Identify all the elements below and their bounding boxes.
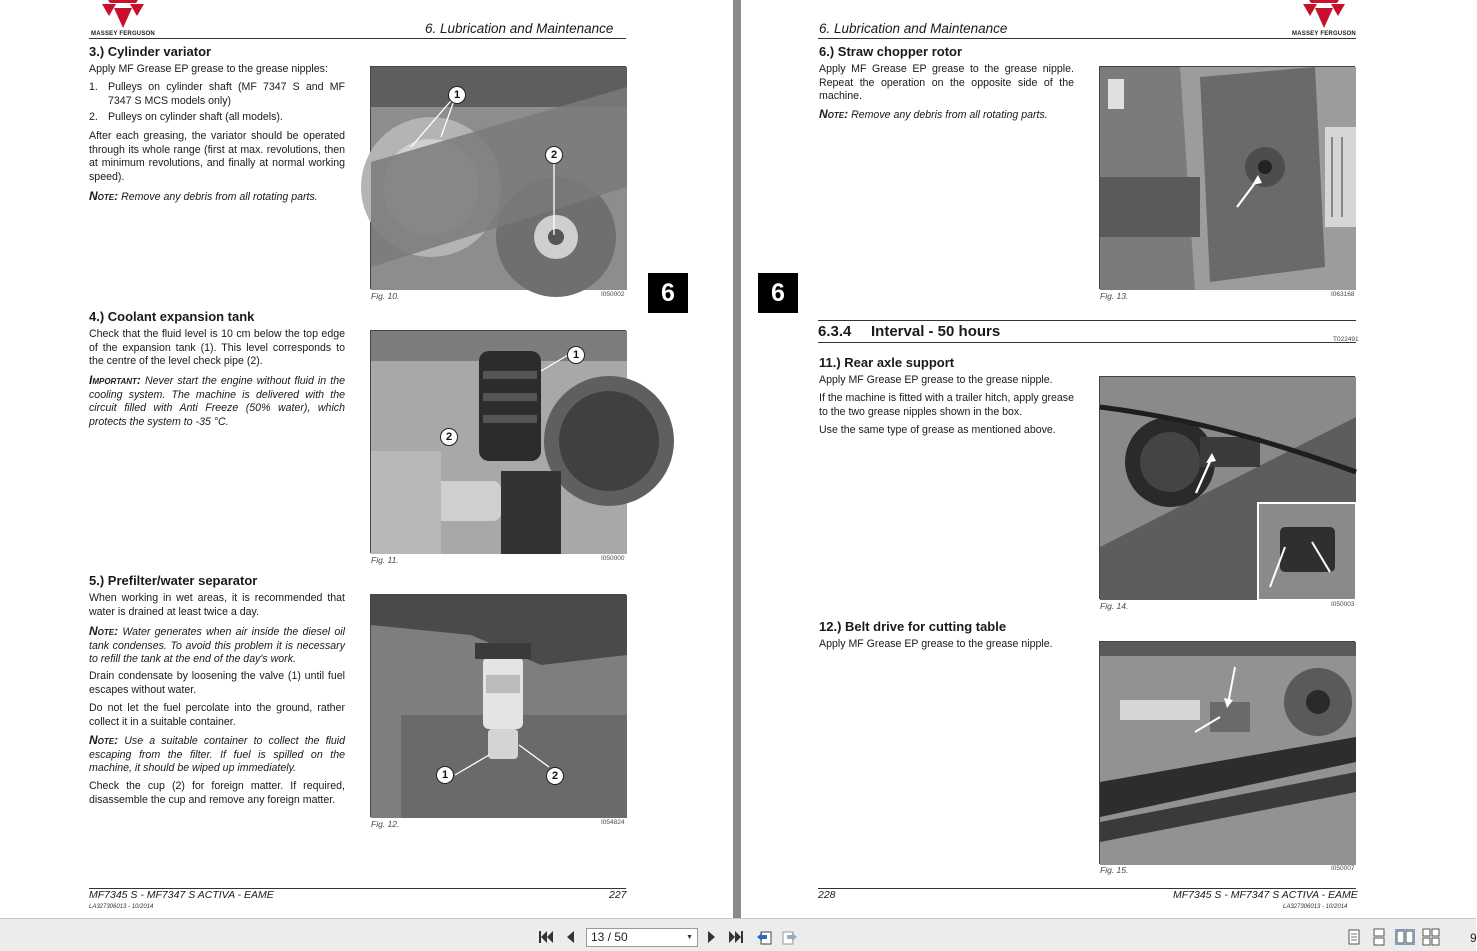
section-heading-belt-drive-cutting-table: 12.) Belt drive for cutting table <box>819 619 1007 634</box>
logo-text: MASSEY FERGUSON <box>91 31 155 37</box>
go-forward-button[interactable] <box>780 929 800 945</box>
paragraph: Drain condensate by loosening the valve (1) until fuel escapes without water. <box>89 670 345 696</box>
numbered-list <box>89 81 345 125</box>
two-page-continuous-button[interactable] <box>1421 929 1441 945</box>
section-heading-rear-axle-support: 11.) Rear axle support <box>819 355 955 370</box>
next-page-icon <box>706 930 718 944</box>
section-heading-prefilter-water-separator: 5.) Prefilter/water separator <box>89 573 258 588</box>
go-back-icon <box>755 929 773 945</box>
next-page-button[interactable] <box>702 929 722 945</box>
single-page-view-button[interactable] <box>1344 929 1364 945</box>
figure-12-photo <box>370 594 626 817</box>
go-forward-icon <box>781 929 799 945</box>
massey-ferguson-logo <box>90 0 156 37</box>
header-rule <box>818 38 1356 39</box>
figure-10-photo <box>370 66 626 289</box>
figure-caption: Fig. 10. <box>371 291 400 301</box>
paragraph: After each greasing, the variator should be operated through its whole range (first at max. revolutions, then at minimum revolutions, and finally at normal working speed). <box>89 130 345 183</box>
zoom-level-partial[interactable]: 9 <box>1470 931 1477 945</box>
triple-triangle-logo-icon <box>1301 0 1347 30</box>
section-heading-straw-chopper-rotor: 6.) Straw chopper rotor <box>819 44 963 59</box>
subsection-title: Interval - 50 hours <box>871 323 1001 340</box>
first-page-icon <box>538 930 554 944</box>
page-header-title: 6. Lubrication and Maintenance <box>819 21 1008 36</box>
right-page <box>741 0 1476 918</box>
massey-ferguson-logo <box>1291 0 1357 37</box>
figure-id: I050000 <box>601 555 625 562</box>
triple-triangle-logo-icon <box>100 0 146 30</box>
note: Note: Remove any debris from all rotating parts. <box>819 107 1048 121</box>
footer-page-number: 228 <box>818 889 836 901</box>
page-gutter <box>733 0 741 918</box>
paragraph: Apply MF Grease EP grease to the grease nipple. <box>819 638 1053 650</box>
note: Note: Remove any debris from all rotating parts. <box>89 189 318 203</box>
footer-model-title: MF7345 S - MF7347 S ACTIVA - EAME <box>89 889 274 901</box>
footer-doc-code: LA327306013 - 10/2014 <box>89 904 154 910</box>
callout-2: 2 <box>546 767 564 785</box>
list-item: 2. Pulleys on cylinder shaft (all models). <box>89 111 283 123</box>
two-page-icon <box>1396 930 1414 944</box>
callout-1: 1 <box>436 766 454 784</box>
single-page-icon <box>1348 929 1360 945</box>
header-rule <box>89 38 626 39</box>
paragraph: Do not let the fuel percolate into the ground, rather collect it in a suitable container. <box>89 702 345 728</box>
figure-caption: Fig. 15. <box>1100 865 1129 875</box>
figure-caption: Fig. 12. <box>371 819 400 829</box>
figure-id: I063168 <box>1331 291 1355 298</box>
figure-13-photo <box>1099 66 1355 289</box>
two-page-view-button[interactable] <box>1395 929 1415 945</box>
important-note: Important: Never start the engine without fluid in the cooling system. The machine is delivered with the circuit filled with Anti Freeze (50% water), which protects the system to -35 °C. <box>89 373 345 428</box>
figure-15-photo <box>1099 641 1355 864</box>
dropdown-arrow-icon[interactable]: ▼ <box>686 934 693 941</box>
viewer-toolbar <box>0 918 1476 951</box>
footer-model-title: MF7345 S - MF7347 S ACTIVA - EAME <box>1173 889 1358 901</box>
footer-doc-code: LA327306013 - 10/2014 <box>1283 904 1348 910</box>
paragraph: Apply MF Grease EP grease to the grease nipple. <box>819 374 1053 386</box>
paragraph: Apply MF Grease EP grease to the grease nipples: <box>89 63 328 75</box>
note: Note: Water generates when air inside the diesel oil tank condenses. To avoid this problem it is necessary to refill the tank at the end of the day's work. <box>89 624 345 665</box>
figure-14-photo <box>1099 376 1355 599</box>
figure-id: I054824 <box>601 819 625 826</box>
logo-text: MASSEY FERGUSON <box>1292 31 1356 37</box>
list-item: 1. Pulleys on cylinder shaft (MF 7347 S and MF 7347 S MCS models only) <box>89 81 345 107</box>
go-back-button[interactable] <box>754 929 774 945</box>
paragraph: If the machine is fitted with a trailer hitch, apply grease to the two grease nipples shown in the box. <box>819 392 1074 418</box>
figure-id: I050003 <box>1331 601 1355 608</box>
section-code: T022491 <box>1333 336 1359 343</box>
figure-caption: Fig. 11. <box>371 555 399 565</box>
paragraph: Check the cup (2) for foreign matter. If required, disassemble the cup and remove any foreign matter. <box>89 780 345 806</box>
figure-id: I050007 <box>1331 865 1355 872</box>
two-page-continuous-icon <box>1422 929 1440 945</box>
prev-page-icon <box>564 930 576 944</box>
paragraph: Apply MF Grease EP grease to the grease nipple. Repeat the operation on the opposite side of the machine. <box>819 63 1074 102</box>
section-heading-cylinder-variator: 3.) Cylinder variator <box>89 44 212 59</box>
figure-caption: Fig. 14. <box>1100 601 1129 611</box>
callout-1: 1 <box>567 346 585 364</box>
page-number-input[interactable]: 13 / 50 ▼ <box>586 928 698 947</box>
note: Note: Use a suitable container to collect the fluid escaping from the filter. If fuel is spilled on the machine, it should be wiped up immediately. <box>89 733 346 774</box>
figure-11-photo <box>370 330 626 553</box>
first-page-button[interactable] <box>536 929 556 945</box>
chapter-tab: 6 <box>648 273 688 313</box>
chapter-tab: 6 <box>758 273 798 313</box>
section-heading-coolant-expansion-tank: 4.) Coolant expansion tank <box>89 309 255 324</box>
callout-1: 1 <box>448 86 466 104</box>
section-rule-top <box>818 320 1356 321</box>
left-page <box>0 0 733 918</box>
figure-id: I050002 <box>601 291 625 298</box>
last-page-button[interactable] <box>726 929 746 945</box>
prev-page-button[interactable] <box>560 929 580 945</box>
callout-2: 2 <box>440 428 458 446</box>
continuous-view-button[interactable] <box>1369 929 1389 945</box>
callout-2: 2 <box>545 146 563 164</box>
paragraph: Check that the fluid level is 10 cm below the top edge of the expansion tank (1). This level corresponds to the centre of the level check pipe (2). <box>89 328 345 367</box>
subsection-number: 6.3.4 <box>818 323 852 340</box>
paragraph: When working in wet areas, it is recommended that water is drained at least twice a day. <box>89 592 345 618</box>
section-rule-bottom <box>818 342 1356 343</box>
footer-page-number: 227 <box>609 889 627 901</box>
continuous-icon <box>1372 929 1386 945</box>
last-page-icon <box>728 930 744 944</box>
page-header-title: 6. Lubrication and Maintenance <box>425 21 614 36</box>
paragraph: Use the same type of grease as mentioned above. <box>819 424 1056 436</box>
figure-caption: Fig. 13. <box>1100 291 1129 301</box>
